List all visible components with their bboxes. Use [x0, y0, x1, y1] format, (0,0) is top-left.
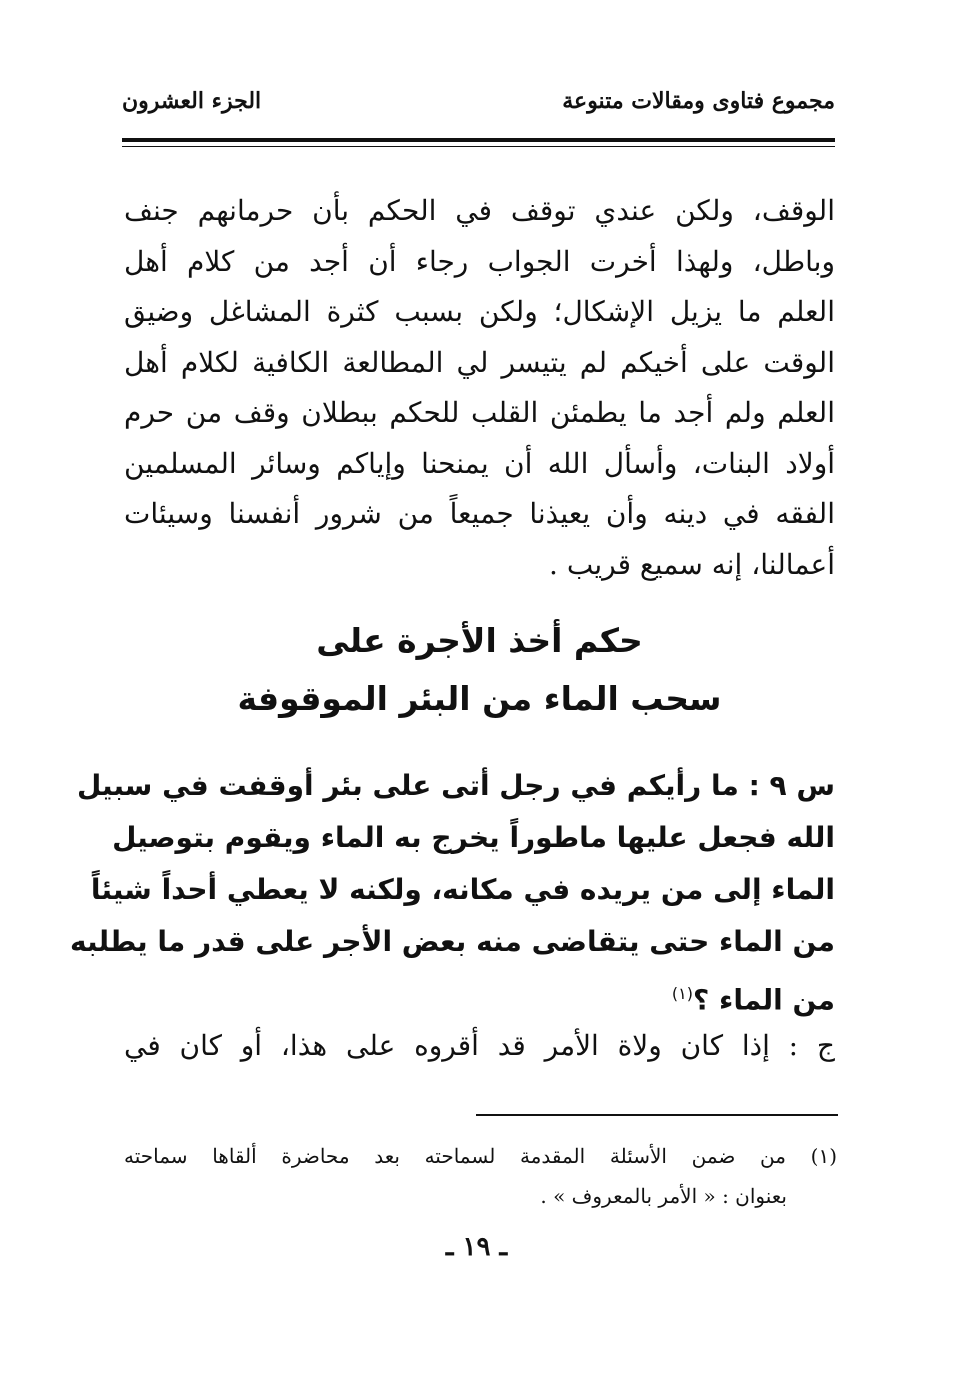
footnote-line: بعنوان : « الأمر بالمعروف » .: [540, 1184, 787, 1208]
question-line: الله فجعل عليها ماطوراً يخرج به الماء ويقوم بتوصيل: [112, 821, 835, 854]
header-rule-thick: [122, 138, 835, 142]
footnote-separator: [476, 1114, 838, 1116]
body-line: الفقه في دينه وأن يعيذنا جميعاً من شرور أنفسنا وسيئات: [124, 497, 835, 530]
body-line: أعمالنا، إنه سميع قريب .: [549, 547, 835, 581]
page-number: ـ ١٩ ـ: [445, 1232, 508, 1262]
footnote-line: (١) من ضمن الأسئلة المقدمة لسماحته بعد محاضرة ألقاها سماحته: [124, 1144, 837, 1168]
running-header: [122, 88, 835, 128]
body-line: العلم ولم أجد ما يطمئن القلب للحكم ببطلان وقف من حرم: [124, 396, 835, 429]
volume-label: الجزء العشرون: [122, 88, 262, 114]
section-title-line-1: حكم أخذ الأجرة على: [316, 621, 643, 660]
body-paragraph: [124, 186, 835, 590]
answer-line: ج : إذا كان ولاة الأمر قد أقروه على هذا، أو كان في: [124, 1029, 835, 1062]
footnote-reference: (١): [671, 984, 694, 1003]
section-title-line-2: سحب الماء من البئر الموقوفة: [237, 679, 722, 718]
question-line-last: [124, 968, 835, 1026]
body-line: الوقف، ولكن عندي توقف في الحكم بأن حرمانهم جنف: [124, 194, 835, 227]
footnotes: [124, 1136, 837, 1216]
question-line-text: من الماء ؟: [693, 983, 835, 1017]
question-line: من الماء حتى يتقاضى منه بعض الأجر على قدر ما يطلبه: [70, 925, 835, 958]
body-line: وباطل، ولهذا أخرت الجواب رجاء أن أجد من كلام أهل: [124, 244, 835, 278]
body-line: العلم ما يزيل الإشكال؛ ولكن بسبب كثرة المشاغل وضيق: [124, 295, 835, 328]
body-line: الوقت على أخيكم لم يتيسر لي المطالعة الكافية لكلام أهل: [124, 345, 835, 379]
answer-block: [124, 1020, 835, 1072]
section-title: [124, 612, 835, 728]
header-rule-thin: [122, 146, 835, 147]
question-block: [70, 760, 835, 1026]
question-line: س ٩ : ما رأيكم في رجل أتى على بئر أوقفت في سبيل: [76, 769, 835, 802]
book-title: مجموع فتاوى ومقالات متنوعة: [562, 88, 835, 114]
body-line: أولاد البنات، وأسأل الله أن يمنحنا وإياكم وسائر المسلمين: [124, 446, 835, 480]
question-line: الماء إلى من يريده في مكانه، ولكنه لا يعطي أحداً شيئاً: [90, 873, 835, 906]
